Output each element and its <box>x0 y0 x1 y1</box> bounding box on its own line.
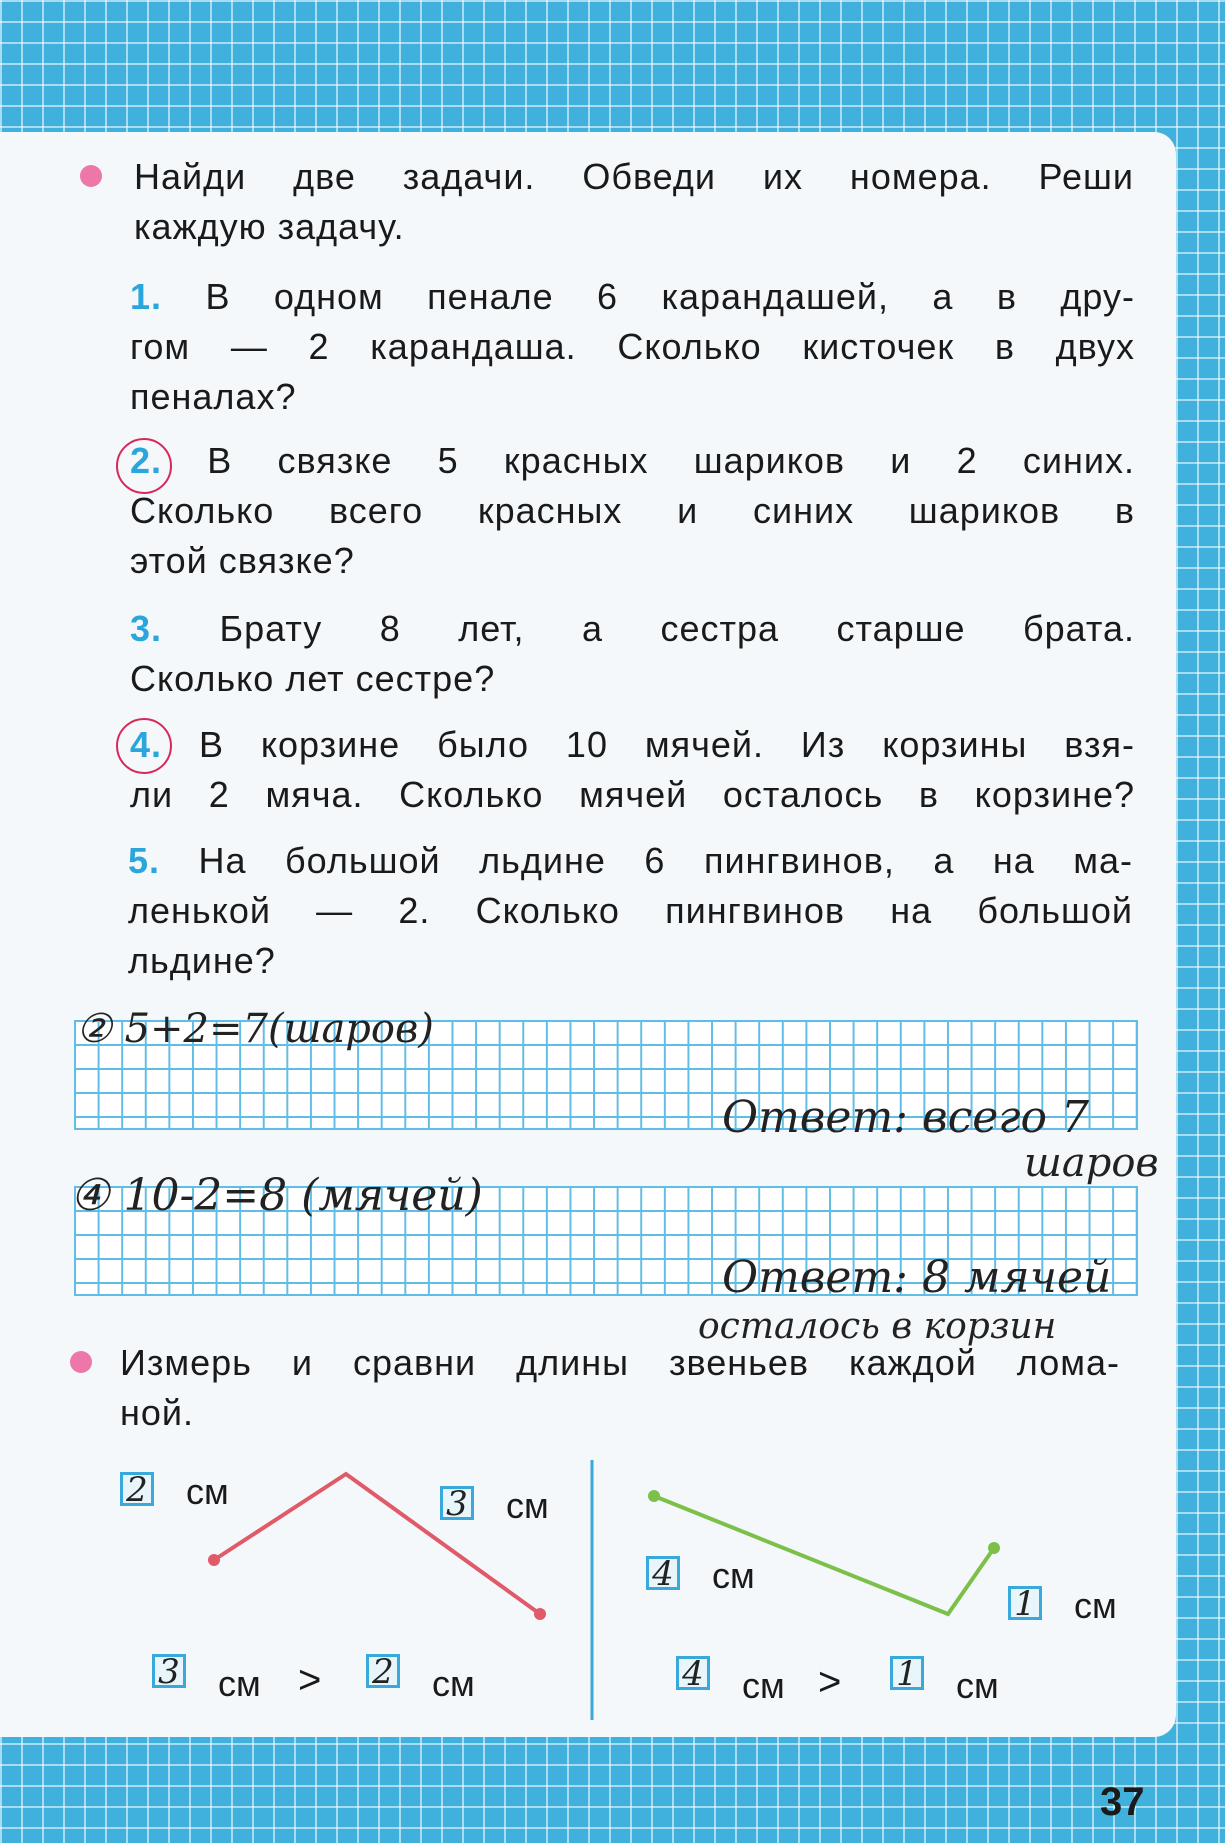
unit-label: см <box>1074 1585 1117 1626</box>
unit-label: см <box>218 1663 261 1704</box>
solution-2-answer: Ответ: 8 мячей <box>722 1252 1112 1303</box>
task2-line2: ной. <box>120 1392 195 1433</box>
unit-label: см <box>506 1485 549 1526</box>
measure-box[interactable]: 1 <box>1008 1586 1042 1620</box>
task2-instruction <box>120 1338 1120 1438</box>
problem-4: 4. В корзине было 10 мячей. Из корзины взя- ли 2 мяча. Сколько мячей осталось в корзине? <box>130 724 1135 815</box>
compare-box[interactable]: 2 <box>366 1654 400 1688</box>
solution-1-label: ② <box>76 1006 112 1052</box>
solution-1-expression: ② 5+2=7(шаров) <box>76 1006 434 1052</box>
problem-2: 2. В связке 5 красных шариков и 2 синих. Сколько всего красных и синих шариков в этой связке? <box>130 440 1135 581</box>
unit-label: см <box>186 1471 229 1512</box>
problem-number: 1. <box>130 276 163 317</box>
unit-label: см <box>712 1555 755 1596</box>
solution-2-expression: ④ 10-2=8 (мячей) <box>70 1170 483 1221</box>
problem-5: 5. На большой льдине 6 пингвинов, а на ма- ленькой — 2. Сколько пингвинов на большой льдине? <box>128 840 1133 981</box>
solution-1-answer-cont: шаров <box>1024 1140 1159 1186</box>
measure-box[interactable]: 3 <box>440 1486 474 1520</box>
solution-1-answer: Ответ: всего 7 <box>722 1092 1089 1143</box>
task1-line1: Найди две задачи. Обведи их номера. Реши <box>134 156 1134 197</box>
unit-label: см <box>742 1665 785 1706</box>
task-bullet <box>80 165 102 187</box>
measure-box[interactable]: 4 <box>646 1556 680 1590</box>
task2-line1: Измерь и сравни длины звеньев каждой лома- <box>120 1342 1120 1383</box>
problem-number: 5. <box>128 840 161 881</box>
task-bullet <box>70 1351 92 1373</box>
task1-instruction <box>134 152 1134 252</box>
compare-box[interactable]: 1 <box>890 1656 924 1690</box>
greater-sign: > <box>298 1658 322 1702</box>
compare-box[interactable]: 3 <box>152 1654 186 1688</box>
problem-1: 1. В одном пенале 6 карандашей, а в дру- гом — 2 карандаша. Сколько кисточек в двух пеналах? <box>130 276 1135 417</box>
problem-3: 3. Брату 8 лет, а сестра старше брата. Сколько лет сестре? <box>130 608 1135 699</box>
measure-box[interactable]: 2 <box>120 1472 154 1506</box>
task1-line2: каждую задачу. <box>134 206 405 247</box>
greater-sign: > <box>818 1660 842 1704</box>
problem-number: 2. <box>130 440 163 481</box>
problem-number: 4. <box>130 724 163 765</box>
unit-label: см <box>432 1663 475 1704</box>
solution-2-answer-cont: осталось в корзин <box>698 1306 1057 1347</box>
problem-number: 3. <box>130 608 163 649</box>
compare-box[interactable]: 4 <box>676 1656 710 1690</box>
solution-2-label: ④ <box>70 1170 110 1221</box>
unit-label: см <box>956 1665 999 1706</box>
page-number: 37 <box>1100 1780 1145 1824</box>
